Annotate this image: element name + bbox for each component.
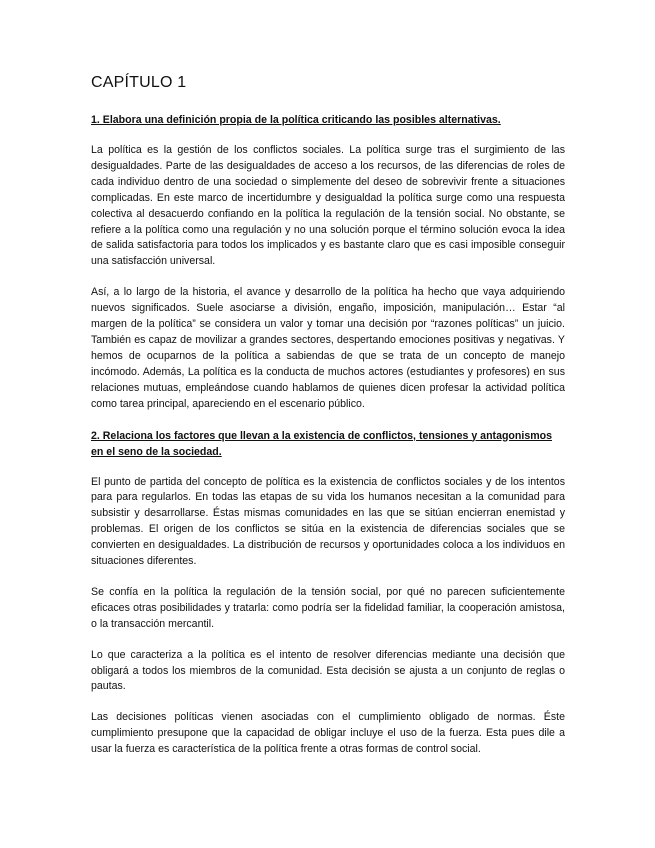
q2-paragraph-2: Se confía en la política la regulación de la tensión social, por qué no parecen suficientemente eficaces otras posibilidades y tratarla: como podría ser la fidelidad familiar, la cooperación amistosa, o la transacción mercantil.	[91, 585, 565, 630]
q2-paragraph-3: Lo que caracteriza a la política es el intento de resolver diferencias mediante una decisión que obligará a todos los miembros de la comunidad. Esta decisión se ajusta a un conjunto de reglas o pautas.	[91, 648, 565, 693]
q1-paragraph-1: La política es la gestión de los conflictos sociales. La política surge tras el surgimiento de las desigualdades. Parte de las desigualdades de acceso a los recursos, de las diferencias de roles de cada individuo dentro de una sociedad o simplemente del deseo de sobrevivir frente a situaciones complicadas. En este marco de incertidumbre y desigualdad la política surge como una respuesta colectiva al desacuerdo confiando en la política la regulación de la tensión social. No obstante, se refiere a la política como una regulación y no una solución porque el término solución evoca la idea de salida satisfactoria para todos los implicados y es bastante claro que es casi imposible conseguir una satisfacción universal.	[91, 144, 565, 268]
question-2-heading: 2. Relaciona los factores que llevan a la existencia de conflictos, tensiones y antagonismos en el seno de la sociedad.	[91, 429, 552, 458]
q1-paragraph-2: Así, a lo largo de la historia, el avance y desarrollo de la política ha hecho que vaya adquiriendo nuevos significados. Suele asociarse a división, engaño, imposición, manipulación… Estar “al margen de la política” se considera un valor y tomar una decisión por “razones políticas” un juicio. También es capaz de movilizar a grandes sectores, despertando emociones positivas y negativas. Y hemos de ocuparnos de la política a sabiendas de que se trata de un concepto de manejo incómodo. Además, La política es la conducta de muchos actores (estudiantes y profesores) en sus relaciones mutuas, empleándose cuando hablamos de quienes dicen profesar la actividad política como tarea principal, apareciendo en el escenario público.	[91, 286, 565, 410]
q2-paragraph-1: El punto de partida del concepto de política es la existencia de conflictos sociales y de los intentos para para regularlos. En todas las etapas de su vida los humanos necesitan a la comunidad para subsistir y desarrollarse. Éstas mismas comunidades en las que se sitúan encierran enemistad y problemas. El origen de los conflictos se sitúa en la existencia de diferencias sociales que se convierten en desigualdades. La distribución de recursos y oportunidades coloca a los individuos en situaciones diferentes.	[91, 475, 565, 568]
question-1-heading: 1. Elabora una definición propia de la política criticando las posibles alternativas.	[91, 114, 501, 126]
chapter-title: CAPÍTULO 1	[91, 74, 187, 91]
document-page	[91, 74, 565, 772]
q2-paragraph-4: Las decisiones políticas vienen asociadas con el cumplimiento obligado de normas. Éste cumplimiento presupone que la capacidad de obligar incluye el uso de la fuerza. Esta pues dile a usar la fuerza es característica de la política frente a otras formas de control social.	[91, 711, 565, 756]
